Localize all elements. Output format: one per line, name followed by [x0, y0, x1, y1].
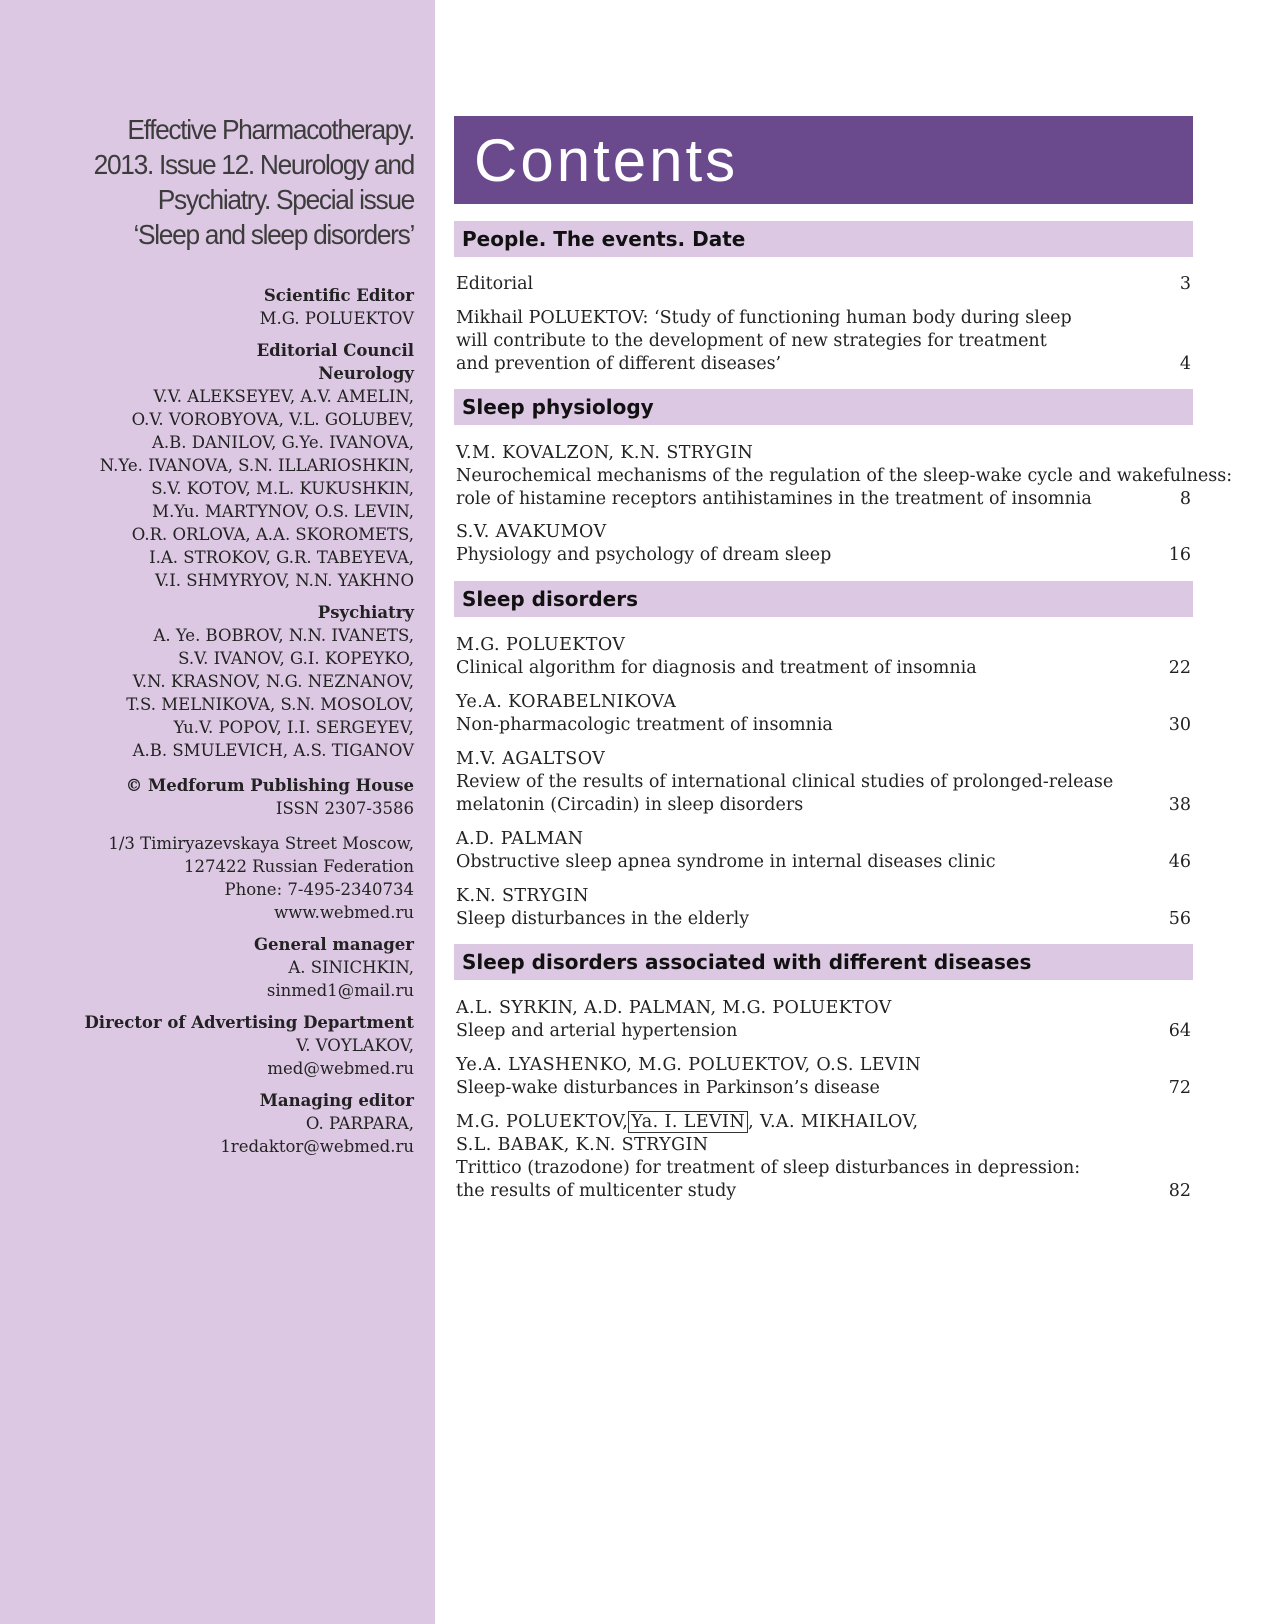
page-number: 30 [1168, 715, 1191, 735]
section-heading: Sleep physiology [454, 389, 1193, 425]
council-member-line: O.V. VOROBYOVA, V.L. GOLUBEV, [131, 410, 414, 429]
editorial-council-block [20, 339, 414, 592]
entry-author: S.L. BABAK, K.N. STRYGIN [456, 1135, 709, 1155]
council-member-line: A.B. DANILOV, G.Ye. IVANOVA, [151, 433, 414, 452]
general-manager-name: A. SINICHKIN, [288, 958, 414, 977]
entry-title: Sleep disturbances in the elderly [456, 909, 750, 929]
credits [20, 284, 414, 1167]
publisher-name: © Medforum Publishing House [125, 776, 414, 795]
toc-entry[interactable] [456, 521, 1193, 567]
entry-author [456, 1111, 1193, 1134]
page-number: 16 [1168, 545, 1191, 565]
sidebar [0, 0, 435, 1624]
toc-entry[interactable] [456, 828, 1193, 874]
council-member-line: A.B. SMULEVICH, A.S. TIGANOV [132, 741, 414, 760]
phone: Phone: 7-495-2340734 [224, 880, 414, 899]
entry-title: melatonin (Circadin) in sleep disorders [456, 795, 804, 815]
toc-entry[interactable] [456, 1111, 1193, 1203]
managing-editor-email[interactable]: 1redaktor@webmed.ru [220, 1137, 414, 1156]
journal-title-line: Psychiatry. Special issue [157, 184, 414, 215]
scientific-editor-block [20, 284, 414, 330]
managing-editor-name: O. PARPARA, [305, 1114, 414, 1133]
entry-title: Sleep-wake disturbances in Parkinson’s disease [456, 1078, 880, 1098]
toc-entry[interactable] [456, 748, 1193, 817]
author-part: , V.A. MIKHAILOV, [748, 1112, 919, 1132]
entry-title: role of histamine receptors antihistamines in the treatment of insomnia [456, 489, 1092, 509]
entry-title: Clinical algorithm for diagnosis and treatment of insomnia [456, 658, 977, 678]
toc-entry[interactable] [456, 997, 1193, 1043]
page-number: 82 [1168, 1181, 1191, 1201]
psychiatry-heading: Psychiatry [317, 603, 414, 622]
psychiatry-block [20, 601, 414, 762]
page-number: 22 [1168, 658, 1191, 678]
journal-title [62, 112, 414, 252]
page-number: 3 [1179, 274, 1191, 294]
advertising-name: V. VOYLAKOV, [296, 1036, 414, 1055]
page-number: 8 [1179, 489, 1191, 509]
toc-entry[interactable] [456, 307, 1193, 376]
boxed-author-name: Ya. I. LEVIN [628, 1111, 748, 1133]
council-member-line: M.Yu. MARTYNOV, O.S. LEVIN, [152, 502, 414, 521]
entry-title: Non-pharmacologic treatment of insomnia [456, 715, 833, 735]
author-part: M.G. POLUEKTOV, [456, 1112, 629, 1132]
scientific-editor-heading: Scientific Editor [263, 286, 414, 305]
contents-panel [454, 0, 1233, 1624]
council-member-line: V.V. ALEKSEYEV, A.V. AMELIN, [153, 387, 414, 406]
journal-title-line: 2013. Issue 12. Neurology and [93, 149, 415, 180]
entry-author: A.D. PALMAN [456, 829, 584, 849]
toc-entry[interactable] [456, 634, 1193, 680]
council-member-line: A. Ye. BOBROV, N.N. IVANETS, [153, 626, 414, 645]
page-number: 46 [1168, 852, 1191, 872]
entry-title: the results of multicenter study [456, 1181, 737, 1201]
section-heading: People. The events. Date [454, 221, 1193, 257]
publisher-block [20, 774, 414, 820]
entry-author: M.G. POLUEKTOV [456, 635, 626, 655]
contents-title: Contents [474, 127, 739, 194]
entry-title: Editorial [456, 274, 534, 294]
journal-title-line: ‘Sleep and sleep disorders’ [133, 219, 414, 250]
entry-author: Ye.A. LYASHENKO, M.G. POLUEKTOV, O.S. LEVIN [456, 1055, 922, 1075]
toc-entry[interactable] [456, 1054, 1193, 1100]
advertising-block [20, 1011, 414, 1080]
address-block [20, 832, 414, 924]
managing-editor-block [20, 1089, 414, 1158]
general-manager-heading: General manager [253, 935, 414, 954]
entry-title: Neurochemical mechanisms of the regulation of the sleep-wake cycle and wakefulness: [456, 466, 1233, 486]
journal-title-line: Effective Pharmacotherapy. [127, 114, 414, 145]
toc-entry[interactable] [456, 442, 1233, 511]
managing-editor-heading: Managing editor [259, 1091, 414, 1110]
advertising-email[interactable]: med@webmed.ru [267, 1059, 414, 1078]
council-member-line: V.I. SHMYRYOV, N.N. YAKHNO [154, 571, 414, 590]
entry-title: Physiology and psychology of dream sleep [456, 545, 832, 565]
entry-author: V.M. KOVALZON, K.N. STRYGIN [456, 443, 754, 463]
entry-author: Ye.A. KORABELNIKOVA [456, 692, 677, 712]
entry-author: M.V. AGALTSOV [456, 749, 606, 769]
council-member-line: V.N. KRASNOV, N.G. NEZNANOV, [132, 672, 414, 691]
section-heading: Sleep disorders [454, 581, 1193, 617]
entry-title: and prevention of different diseases’ [456, 354, 782, 374]
address-line: 1/3 Timiryazevskaya Street Moscow, [108, 834, 414, 853]
neurology-heading: Neurology [318, 364, 414, 383]
council-member-line: O.R. ORLOVA, A.A. SKOROMETS, [131, 525, 414, 544]
page-number: 38 [1168, 795, 1191, 815]
council-member-line: Yu.V. POPOV, I.I. SERGEYEV, [173, 718, 414, 737]
advertising-heading: Director of Advertising Department [84, 1013, 414, 1032]
entry-author: K.N. STRYGIN [456, 886, 589, 906]
council-member-line: S.V. KOTOV, M.L. KUKUSHKIN, [151, 479, 414, 498]
toc-entry[interactable] [456, 691, 1193, 737]
general-manager-block [20, 933, 414, 1002]
page-number: 56 [1168, 909, 1191, 929]
general-manager-email[interactable]: sinmed1@mail.ru [266, 981, 414, 1000]
entry-title: Review of the results of international clinical studies of prolonged-release [456, 772, 1114, 792]
council-member-line: I.A. STROKOV, G.R. TABEYEVA, [149, 548, 414, 567]
entry-title: Trittico (trazodone) for treatment of sleep disturbances in depression: [456, 1158, 1081, 1178]
entry-author: A.L. SYRKIN, A.D. PALMAN, M.G. POLUEKTOV [456, 998, 892, 1018]
entry-title: will contribute to the development of new strategies for treatment [456, 331, 1047, 351]
entry-title: Obstructive sleep apnea syndrome in internal diseases clinic [456, 852, 996, 872]
editorial-council-heading: Editorial Council [256, 341, 414, 360]
council-member-line: N.Ye. IVANOVA, S.N. ILLARIOSHKIN, [99, 456, 414, 475]
toc-entry[interactable] [456, 885, 1193, 931]
entry-title: Sleep and arterial hypertension [456, 1021, 738, 1041]
council-member-line: T.S. MELNIKOVA, S.N. MOSOLOV, [126, 695, 414, 714]
toc-entry[interactable] [456, 273, 1193, 296]
address-line: 127422 Russian Federation [183, 857, 414, 876]
page-number: 64 [1168, 1021, 1191, 1041]
entry-title: Mikhail POLUEKTOV: ‘Study of functioning human body during sleep [456, 308, 1072, 328]
issn: ISSN 2307-3586 [275, 799, 414, 818]
council-member-line: S.V. IVANOV, G.I. KOPEYKO, [178, 649, 414, 668]
section-heading: Sleep disorders associated with different diseases [454, 944, 1193, 980]
page-number: 4 [1179, 354, 1191, 374]
entry-author: S.V. AVAKUMOV [456, 522, 607, 542]
scientific-editor-name: M.G. POLUEKTOV [259, 309, 414, 328]
website-link[interactable]: www.webmed.ru [274, 903, 414, 922]
contents-banner [454, 116, 1193, 204]
page-number: 72 [1168, 1078, 1191, 1098]
